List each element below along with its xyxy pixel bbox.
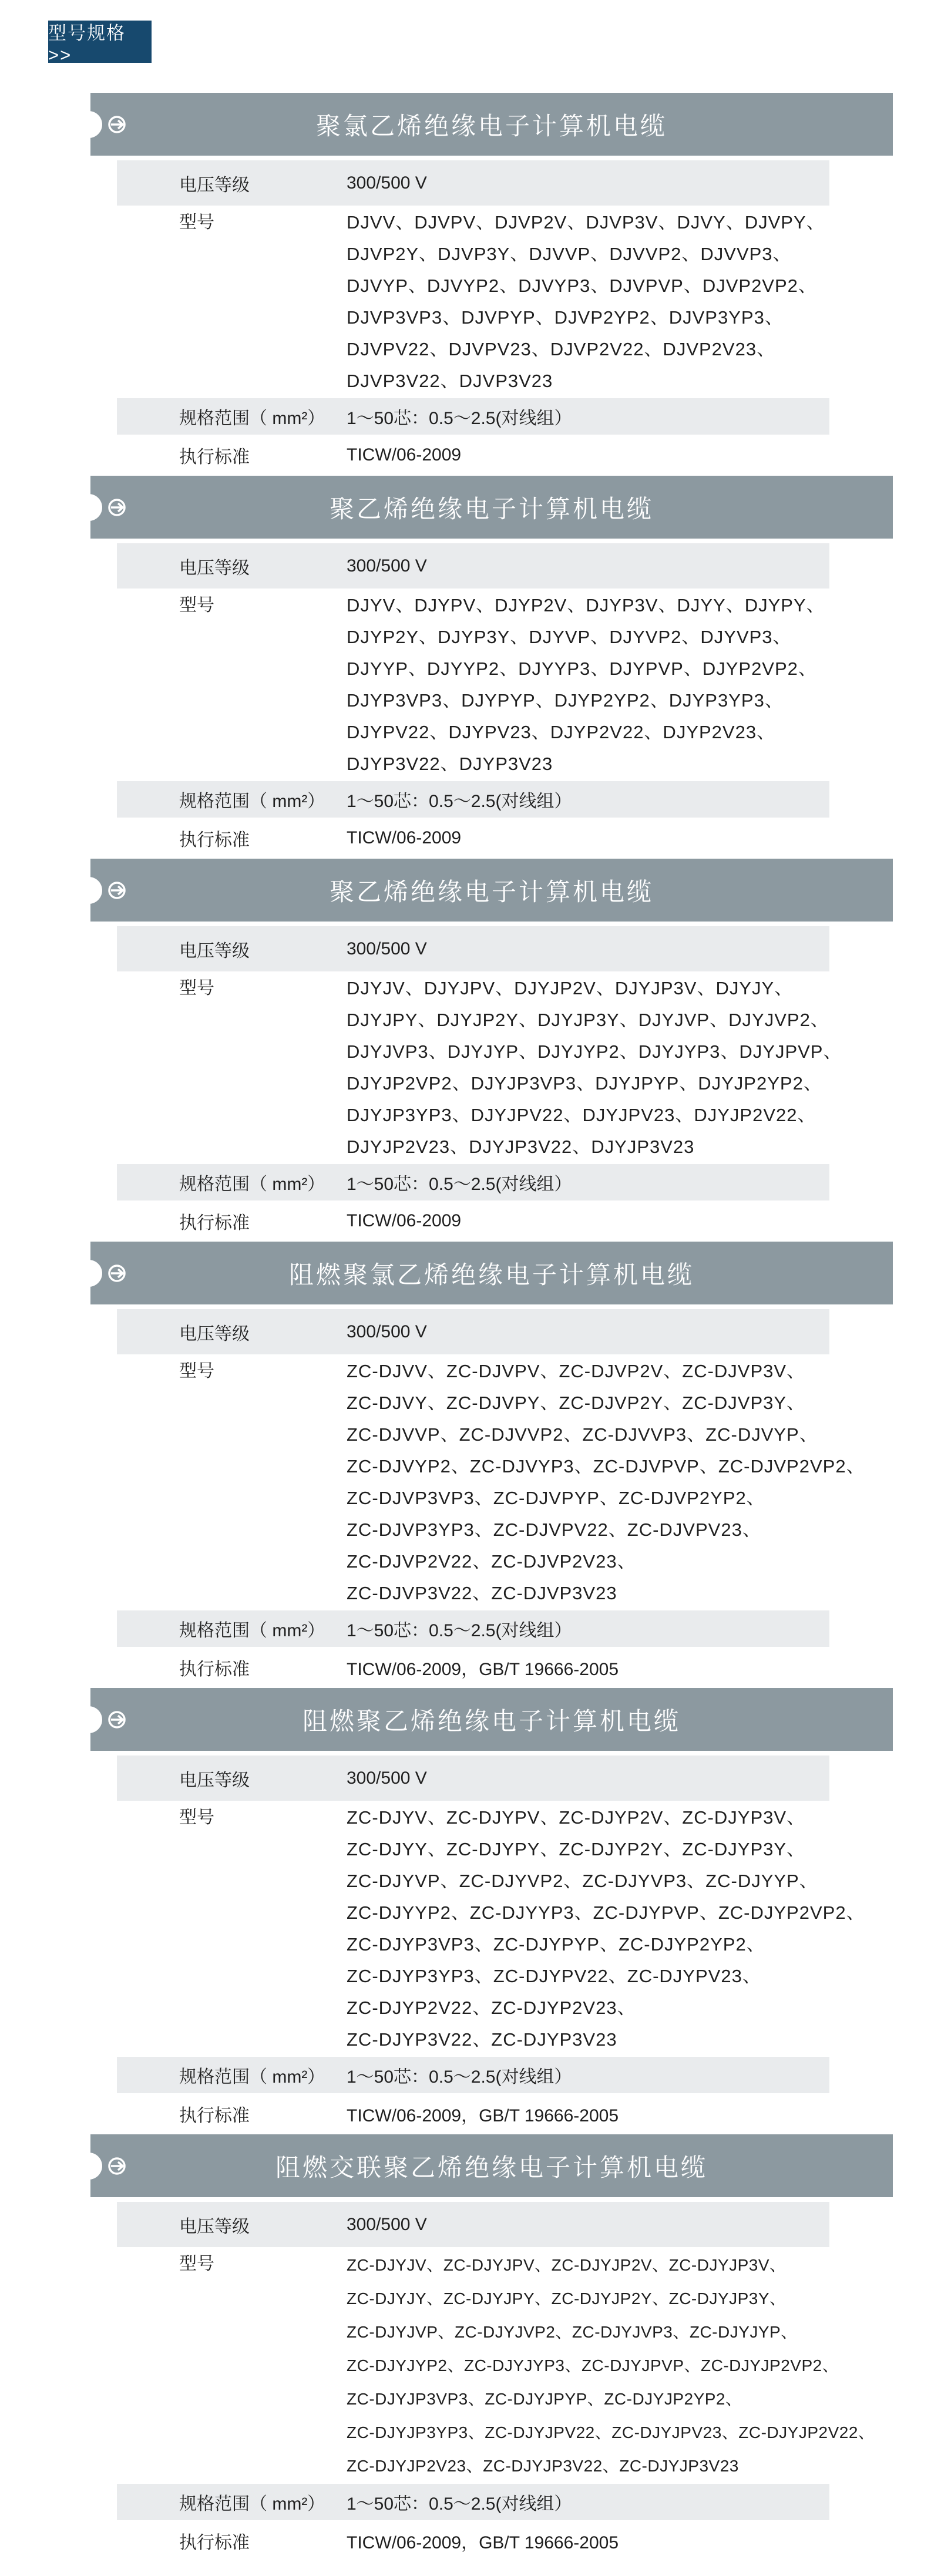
voltage-row xyxy=(117,543,829,588)
cable-section-3 xyxy=(90,859,893,1242)
model-line: ZC-DJVP3YP3、ZC-DJVPV22、ZC-DJVPV23、 xyxy=(347,1519,761,1540)
spec-table xyxy=(90,93,893,2561)
section-title: 阻燃交联聚乙烯绝缘电子计算机电缆 xyxy=(275,2153,708,2181)
model-line: ZC-DJVV、ZC-DJVPV、ZC-DJVP2V、ZC-DJVP3V、 xyxy=(347,1361,806,1381)
bullet-circle-icon xyxy=(75,1706,102,1733)
model-line: ZC-DJYJY、ZC-DJYJPY、ZC-DJYJP2Y、ZC-DJYJP3Y、 xyxy=(347,2289,787,2308)
voltage-label: 电压等级 xyxy=(179,175,250,195)
standard-value: TICW/06-2009，GB/T 19666-2005 xyxy=(347,1660,619,1679)
section-rows xyxy=(117,1756,865,2134)
model-line: ZC-DJVYP2、ZC-DJVYP3、ZC-DJVPVP、ZC-DJVP2VP2、 xyxy=(347,1456,865,1477)
model-line: DJVP3VP3、DJVPYP、DJVP2YP2、DJVP3YP3、 xyxy=(347,307,784,328)
model-line: DJYP3VP3、DJYPYP、DJYP2YP2、DJYP3YP3、 xyxy=(347,690,784,711)
section-header xyxy=(90,1242,893,1304)
standard-label: 执行标准 xyxy=(179,830,250,850)
arrow-circle-icon xyxy=(106,496,128,519)
spec-range-row xyxy=(117,2057,829,2093)
bullet-circle-icon xyxy=(75,877,102,904)
model-line: DJYYP、DJYYP2、DJYYP3、DJYPVP、DJYP2VP2、 xyxy=(347,658,817,679)
model-label: 型号 xyxy=(179,596,214,615)
model-row xyxy=(117,588,829,781)
model-line: DJYJV、DJYJPV、DJYJP2V、DJYJP3V、DJYJY、 xyxy=(347,978,794,998)
model-line: DJYJP3YP3、DJYJPV22、DJYJPV23、DJYJP2V22、 xyxy=(347,1105,816,1125)
model-line: ZC-DJYP3VP3、ZC-DJYPYP、ZC-DJYP2YP2、 xyxy=(347,1934,765,1955)
voltage-value: 300/500 V xyxy=(347,1321,427,1341)
model-line: DJYJP2VP2、DJYJP3VP3、DJYJPYP、DJYJP2YP2、 xyxy=(347,1073,822,1094)
standard-value: TICW/06-2009 xyxy=(347,445,462,465)
model-row xyxy=(117,1801,865,2057)
voltage-label: 电压等级 xyxy=(179,1770,250,1790)
section-title: 阻燃聚乙烯绝缘电子计算机电缆 xyxy=(302,1707,681,1735)
voltage-row xyxy=(117,160,829,206)
cable-section-2 xyxy=(90,476,893,859)
standard-value: TICW/06-2009，GB/T 19666-2005 xyxy=(347,2106,619,2126)
model-line: DJVP3V22、DJVP3V23 xyxy=(347,371,553,391)
standard-label: 执行标准 xyxy=(179,448,250,467)
model-label: 型号 xyxy=(179,978,214,998)
model-line: ZC-DJVP3V22、ZC-DJVP3V23 xyxy=(347,1583,617,1603)
model-list xyxy=(347,1802,865,2056)
voltage-row xyxy=(117,2202,829,2247)
model-line: ZC-DJYP2V22、ZC-DJYP2V23、 xyxy=(347,1997,636,2018)
bullet-circle-icon xyxy=(75,111,102,138)
model-line: ZC-DJYP3YP3、ZC-DJYPV22、ZC-DJYPV23、 xyxy=(347,1966,761,1986)
spec-range-value: 1～50芯：0.5～2.5(对线组） xyxy=(347,792,572,811)
voltage-value: 300/500 V xyxy=(347,2214,427,2234)
standard-value: TICW/06-2009，GB/T 19666-2005 xyxy=(347,2533,619,2553)
section-rows xyxy=(117,1309,865,1688)
model-line: ZC-DJYJP3VP3、ZC-DJYJPYP、ZC-DJYJP2YP2、 xyxy=(347,2390,742,2408)
spec-range-value: 1～50芯：0.5～2.5(对线组） xyxy=(347,2067,572,2087)
model-line: ZC-DJYJV、ZC-DJYJPV、ZC-DJYJP2V、ZC-DJYJP3V、 xyxy=(347,2256,787,2274)
standard-row xyxy=(117,2520,829,2561)
section-title: 聚氯乙烯绝缘电子计算机电缆 xyxy=(315,112,667,140)
cable-section-1 xyxy=(90,93,893,476)
section-header xyxy=(90,1688,893,1751)
section-header xyxy=(90,859,893,922)
spec-range-row xyxy=(117,398,829,435)
model-line: ZC-DJYJVP、ZC-DJYJVP2、ZC-DJYJVP3、ZC-DJYJYP、 xyxy=(347,2323,798,2341)
standard-label: 执行标准 xyxy=(179,1213,250,1233)
model-line: ZC-DJVY、ZC-DJVPY、ZC-DJVP2Y、ZC-DJVP3Y、 xyxy=(347,1393,806,1413)
section-title: 阻燃聚氯乙烯绝缘电子计算机电缆 xyxy=(288,1260,694,1289)
spec-range-value: 1～50芯：0.5～2.5(对线组） xyxy=(347,409,572,428)
model-line: ZC-DJVVP、ZC-DJVVP2、ZC-DJVVP3、ZC-DJVYP、 xyxy=(347,1424,818,1445)
model-line: DJYV、DJYPV、DJYP2V、DJYP3V、DJYY、DJYPY、 xyxy=(347,595,825,616)
section-rows xyxy=(117,926,842,1242)
model-row xyxy=(117,2247,875,2484)
cable-section-4 xyxy=(90,1242,893,1688)
standard-label: 执行标准 xyxy=(179,1660,250,1679)
standard-row xyxy=(117,1647,829,1688)
model-line: DJYP2Y、DJYP3Y、DJYVP、DJYVP2、DJYVP3、 xyxy=(347,627,792,647)
model-line: ZC-DJYVP、ZC-DJYVP2、ZC-DJYVP3、ZC-DJYYP、 xyxy=(347,1871,818,1891)
voltage-row xyxy=(117,1309,829,1354)
model-line: DJYJPY、DJYJP2Y、DJYJP3Y、DJYJVP、DJYJVP2、 xyxy=(347,1010,829,1030)
model-label: 型号 xyxy=(179,1361,214,1381)
voltage-label: 电压等级 xyxy=(179,2217,250,2237)
voltage-value: 300/500 V xyxy=(347,556,427,576)
section-rows xyxy=(117,543,829,859)
spec-range-row xyxy=(117,2484,829,2520)
section-header xyxy=(90,476,893,539)
model-line: ZC-DJYP3V22、ZC-DJYP3V23 xyxy=(347,2029,617,2050)
spec-range-row xyxy=(117,781,829,818)
cable-section-5 xyxy=(90,1688,893,2134)
model-row xyxy=(117,1354,865,1610)
model-label: 型号 xyxy=(179,213,214,232)
model-line: DJYPV22、DJYPV23、DJYP2V22、DJYP2V23、 xyxy=(347,722,776,742)
model-list xyxy=(347,590,829,780)
standard-label: 执行标准 xyxy=(179,2106,250,2126)
bullet-circle-icon xyxy=(75,494,102,521)
model-line: ZC-DJYYP2、ZC-DJYYP3、ZC-DJYPVP、ZC-DJYP2VP2、 xyxy=(347,1902,865,1923)
model-row xyxy=(117,971,842,1164)
spec-range-label: 规格范围（ mm²） xyxy=(179,2067,325,2087)
voltage-row xyxy=(117,1756,829,1801)
spec-range-label: 规格范围（ mm²） xyxy=(179,1621,325,1640)
model-line: DJYP3V22、DJYP3V23 xyxy=(347,754,553,774)
model-line: ZC-DJVP3VP3、ZC-DJVPYP、ZC-DJVP2YP2、 xyxy=(347,1488,765,1508)
model-line: DJYJVP3、DJYJYP、DJYJYP2、DJYJYP3、DJYJPVP、 xyxy=(347,1041,842,1062)
standard-value: TICW/06-2009 xyxy=(347,1211,462,1230)
standard-row xyxy=(117,818,829,859)
voltage-row xyxy=(117,926,829,971)
spec-range-label: 规格范围（ mm²） xyxy=(179,1175,325,1194)
standard-value: TICW/06-2009 xyxy=(347,828,462,848)
section-header xyxy=(90,2134,893,2197)
model-line: DJYJP2V23、DJYJP3V22、DJYJP3V23 xyxy=(347,1136,695,1157)
model-line: ZC-DJYJYP2、ZC-DJYJYP3、ZC-DJYJPVP、ZC-DJYJP2VP2、 xyxy=(347,2356,839,2375)
spec-range-row xyxy=(117,1610,829,1647)
spec-range-label: 规格范围（ mm²） xyxy=(179,2494,325,2514)
model-line: ZC-DJYV、ZC-DJYPV、ZC-DJYP2V、ZC-DJYP3V、 xyxy=(347,1807,806,1828)
model-line: DJVPV22、DJVPV23、DJVP2V22、DJVP2V23、 xyxy=(347,339,776,359)
page-title: 型号规格 >> xyxy=(48,21,152,63)
voltage-value: 300/500 V xyxy=(347,1768,427,1788)
voltage-value: 300/500 V xyxy=(347,939,427,959)
standard-row xyxy=(117,2093,829,2134)
model-line: DJVYP、DJVYP2、DJVYP3、DJVPVP、DJVP2VP2、 xyxy=(347,275,817,296)
voltage-label: 电压等级 xyxy=(179,558,250,578)
arrow-circle-icon xyxy=(106,2155,128,2177)
spec-range-label: 规格范围（ mm²） xyxy=(179,409,325,428)
spec-range-value: 1～50芯：0.5～2.5(对线组） xyxy=(347,1621,572,1640)
model-list xyxy=(347,1356,865,1609)
standard-row xyxy=(117,1200,829,1242)
model-label: 型号 xyxy=(179,2254,214,2274)
model-line: ZC-DJYJP3YP3、ZC-DJYJPV22、ZC-DJYJPV23、ZC-DJYJP2V22、 xyxy=(347,2423,875,2442)
voltage-label: 电压等级 xyxy=(179,1324,250,1344)
spec-range-label: 规格范围（ mm²） xyxy=(179,792,325,811)
spec-range-value: 1～50芯：0.5～2.5(对线组） xyxy=(347,1175,572,1194)
model-label: 型号 xyxy=(179,1808,214,1827)
model-line: ZC-DJYY、ZC-DJYPY、ZC-DJYP2Y、ZC-DJYP3Y、 xyxy=(347,1839,806,1859)
arrow-circle-icon xyxy=(106,1262,128,1284)
model-list xyxy=(347,2248,875,2483)
section-rows xyxy=(117,2202,875,2561)
spec-range-row xyxy=(117,1164,829,1200)
model-list xyxy=(347,207,829,397)
arrow-circle-icon xyxy=(106,1709,128,1731)
model-list xyxy=(347,973,842,1163)
bullet-circle-icon xyxy=(75,2153,102,2180)
arrow-circle-icon xyxy=(106,879,128,902)
section-title: 聚乙烯绝缘电子计算机电缆 xyxy=(329,877,654,906)
model-line: DJVV、DJVPV、DJVP2V、DJVP3V、DJVY、DJVPY、 xyxy=(347,212,825,233)
standard-label: 执行标准 xyxy=(179,2533,250,2553)
model-line: DJVP2Y、DJVP3Y、DJVVP、DJVVP2、DJVVP3、 xyxy=(347,244,792,264)
section-header xyxy=(90,93,893,156)
cable-section-6 xyxy=(90,2134,893,2561)
model-row xyxy=(117,206,829,398)
model-line: ZC-DJVP2V22、ZC-DJVP2V23、 xyxy=(347,1551,636,1572)
bullet-circle-icon xyxy=(75,1260,102,1287)
voltage-value: 300/500 V xyxy=(347,173,427,193)
voltage-label: 电压等级 xyxy=(179,941,250,961)
model-line: ZC-DJYJP2V23、ZC-DJYJP3V22、ZC-DJYJP3V23 xyxy=(347,2457,739,2475)
spec-range-value: 1～50芯：0.5～2.5(对线组） xyxy=(347,2494,572,2514)
standard-row xyxy=(117,435,829,476)
arrow-circle-icon xyxy=(106,113,128,136)
section-rows xyxy=(117,160,829,476)
section-title: 聚乙烯绝缘电子计算机电缆 xyxy=(329,495,654,523)
